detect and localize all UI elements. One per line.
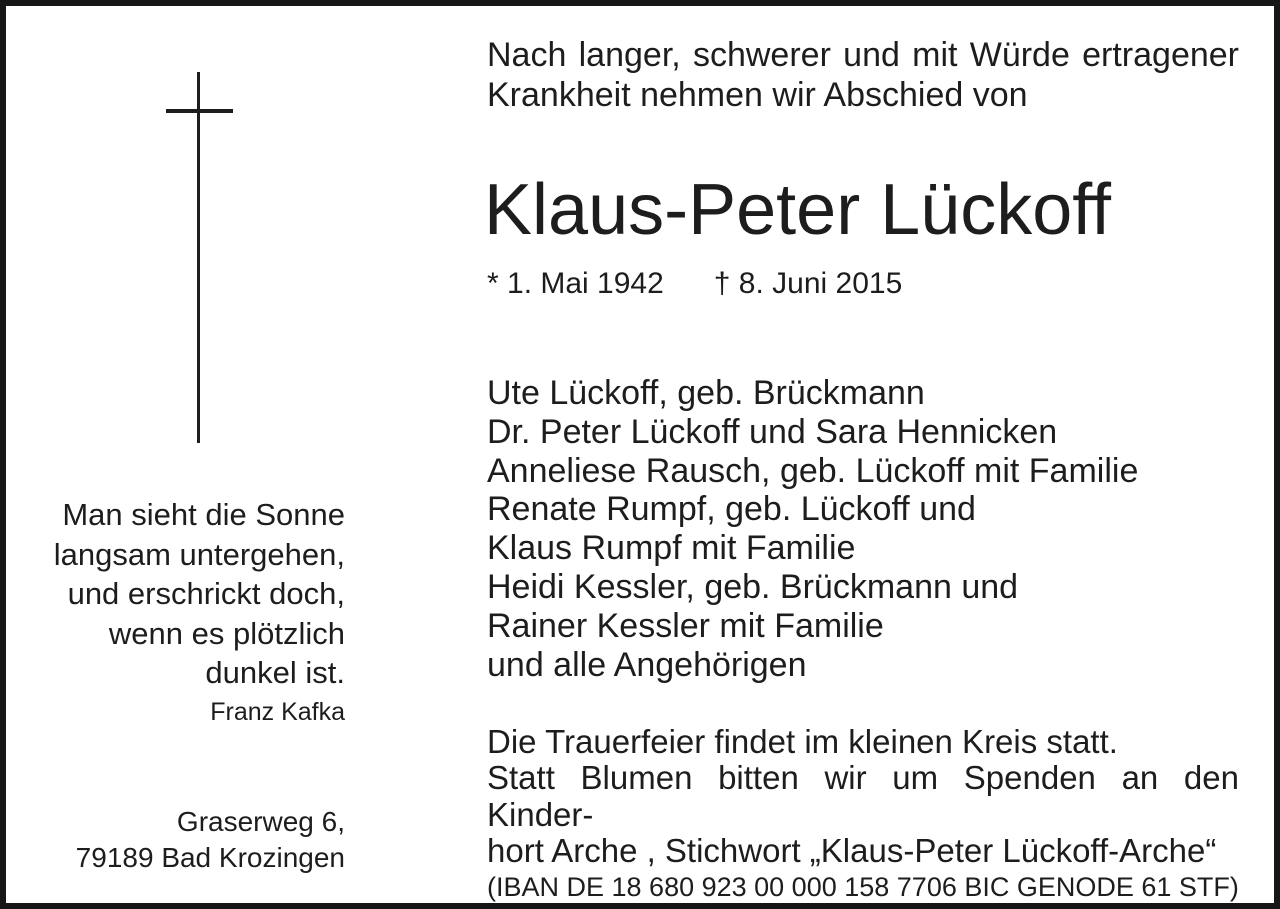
iban-line: (IBAN DE 18 680 923 00 000 158 7706 BIC GENODE 61 STF) <box>487 872 1239 903</box>
kafka-quote <box>38 495 345 732</box>
address-line: 79189 Bad Krozingen <box>75 842 345 873</box>
address-block <box>38 804 345 876</box>
mourner-name: Rainer Kessler mit Familie <box>487 606 884 645</box>
intro-line: Nach langer, schwerer und mit Würde ertragener <box>487 36 1239 74</box>
mourner-name: Ute Lückoff, geb. Brückmann <box>487 374 925 412</box>
mourner-name: Klaus Rumpf mit Familie <box>487 529 856 568</box>
cross-horizontal-bar <box>166 109 233 113</box>
mourner-name: Anneliese Rausch, geb. Lückoff mit Familie <box>487 451 1139 490</box>
funeral-info <box>487 724 1239 905</box>
condolence-intro <box>487 35 1239 115</box>
quote-line: dunkel ist. <box>205 655 345 690</box>
funeral-info-line: Die Trauerfeier findet im kleinen Kreis statt. <box>487 723 1118 760</box>
funeral-info-line: Statt Blumen bitten wir um Spenden an den Kinder- <box>487 759 1239 833</box>
funeral-info-line: hort Arche , Stichwort „Klaus-Peter Lückoff-Arche“ <box>487 831 1217 869</box>
mourner-name: Renate Rumpf, geb. Lückoff und <box>487 490 976 529</box>
quote-line: und erschrickt doch, <box>67 576 345 611</box>
mourner-name: und alle Angehörigen <box>487 645 807 684</box>
quote-line: langsam untergehen, <box>53 536 345 572</box>
life-dates <box>487 264 902 304</box>
quote-attribution: Franz Kafka <box>210 697 345 726</box>
deceased-name: Klaus-Peter Lückoff <box>484 170 1112 250</box>
cross-vertical-bar <box>197 72 200 443</box>
mourner-name: Heidi Kessler, geb. Brückmann und <box>487 567 1019 606</box>
death-date: † 8. Juni 2015 <box>713 267 903 300</box>
mourners-list <box>487 374 1239 684</box>
quote-line: wenn es plötzlich <box>108 615 345 651</box>
quote-line: Man sieht die Sonne <box>62 497 345 532</box>
address-line: Graserweg 6, <box>176 806 345 837</box>
birth-date: * 1. Mai 1942 <box>487 267 664 300</box>
mourner-name: Dr. Peter Lückoff und Sara Hennicken <box>487 412 1058 451</box>
intro-line: Krankheit nehmen wir Abschied von <box>487 76 1028 114</box>
